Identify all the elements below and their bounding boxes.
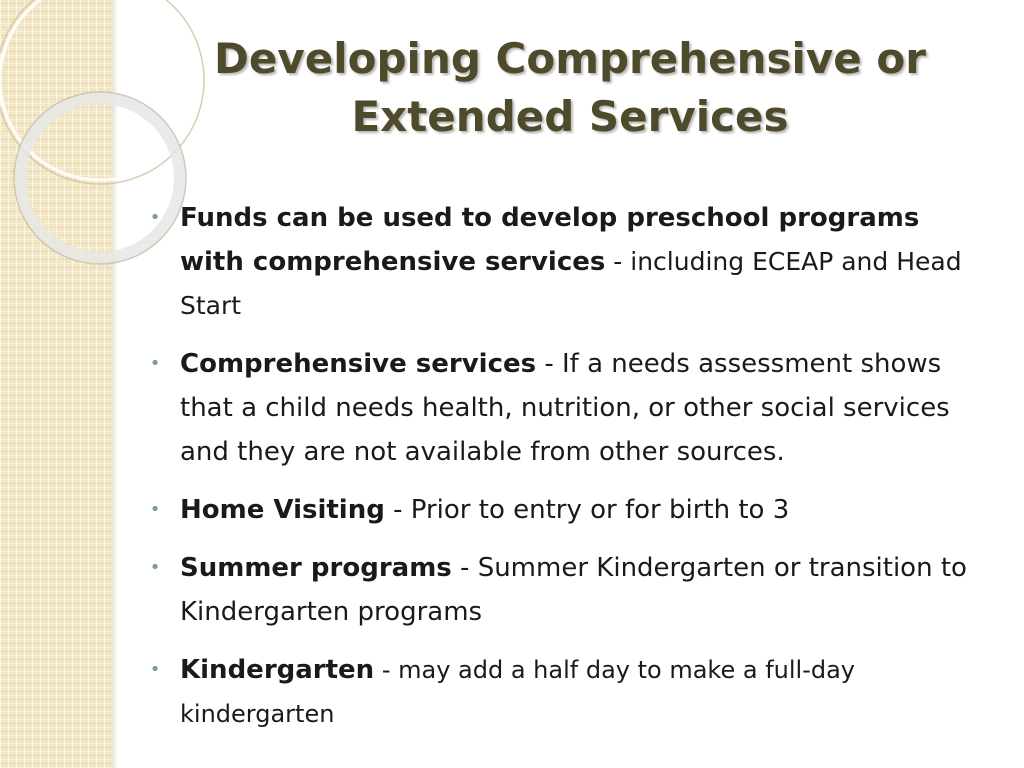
title-line-2: Extended Services — [351, 92, 789, 141]
bullet-term: Summer programs — [180, 553, 452, 583]
bullet-separator: - — [536, 349, 563, 379]
bullet-dot-icon: • — [149, 557, 161, 578]
bullet-term: Funds can be used to develop preschool programs with comprehensive services — [180, 203, 920, 277]
bullet-separator: - — [605, 247, 631, 276]
slide-title — [150, 30, 990, 146]
bullet-separator: - — [451, 553, 478, 583]
bullet-dot-icon: • — [149, 499, 161, 520]
bullet-description: may add a half day to make a full-day kindergarten — [180, 656, 855, 728]
bullet-description: Summer Kindergarten or transition to Kindergarten programs — [180, 553, 967, 627]
bullet-term: Kindergarten — [180, 655, 375, 685]
bullet-description: Prior to entry or for birth to 3 — [410, 495, 790, 525]
bullet-description: including ECEAP and Head Start — [180, 247, 962, 320]
bullet-dot-icon: • — [149, 659, 161, 680]
decorative-rings — [0, 0, 140, 260]
bullet-dot-icon: • — [149, 353, 161, 374]
bullet-item-summer — [148, 546, 978, 634]
title-line-1: Developing Comprehensive or — [214, 34, 926, 83]
bullet-separator: - — [384, 495, 411, 525]
bullet-description: If a needs assessment shows that a child needs health, nutrition, or other social services and they are not available from other sources. — [180, 349, 950, 467]
bullet-item-comprehensive — [148, 342, 978, 474]
bullet-item-home-visiting — [148, 488, 978, 532]
bullet-separator: - — [374, 656, 399, 684]
bullet-term: Comprehensive services — [180, 349, 537, 379]
bullet-list — [148, 196, 978, 750]
bullet-item-kindergarten — [148, 648, 978, 736]
bullet-dot-icon: • — [149, 207, 161, 228]
bullet-term: Home Visiting — [180, 495, 385, 525]
bullet-item-funds — [148, 196, 978, 328]
